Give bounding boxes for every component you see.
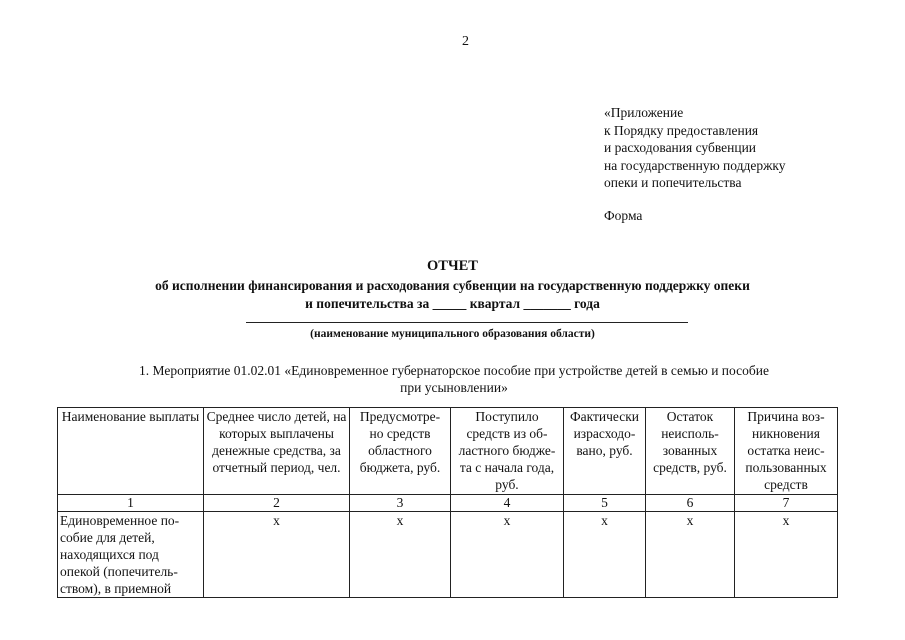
column-number: 5 xyxy=(564,495,646,512)
x-mark: x xyxy=(396,513,404,528)
header-balance-reason: Причина воз- никновения остатка неис- пользованных средств xyxy=(735,408,838,495)
page-number: 2 xyxy=(462,34,469,49)
report-subtitle-line2: и попечительства за _____ квартал _______ года xyxy=(305,296,600,311)
x-mark: x xyxy=(782,513,790,528)
measure-heading xyxy=(94,362,814,396)
column-number-row xyxy=(58,495,838,512)
column-number: 7 xyxy=(735,495,838,512)
appendix-line: и расходования субвенции xyxy=(604,140,757,155)
form-label: Форма xyxy=(604,208,643,223)
appendix-line: к Порядку предоставления xyxy=(604,122,759,138)
report-title: ОТЧЕТ xyxy=(427,258,478,274)
municipality-name-line xyxy=(246,322,688,323)
column-number: 1 xyxy=(58,495,204,512)
column-number: 2 xyxy=(204,495,350,512)
table-cell xyxy=(204,512,350,598)
appendix-line: «Приложение xyxy=(604,105,684,120)
report-subtitle-line1: об исполнении финансирования и расходования субвенции на государственную поддержку опеки xyxy=(155,278,750,293)
table-cell xyxy=(564,512,646,598)
report-table xyxy=(57,407,838,598)
x-mark: x xyxy=(503,513,511,528)
table-cell xyxy=(451,512,564,598)
column-number: 4 xyxy=(451,495,564,512)
header-received-funds: Поступило средств из об- ластного бюдже- та с начала года, руб. xyxy=(451,408,564,495)
table-cell xyxy=(350,512,451,598)
measure-line1: 1. Мероприятие 01.02.01 «Единовременное губернаторское пособие при устройстве детей в семью и пособие xyxy=(139,363,769,378)
header-children-count: Среднее число детей, на которых выплачены денежные средства, за отчетный период, чел. xyxy=(204,408,350,495)
municipality-caption: (наименование муниципального образования области) xyxy=(310,328,595,340)
x-mark: x xyxy=(686,513,694,528)
column-number: 3 xyxy=(350,495,451,512)
table-header-row xyxy=(58,408,838,495)
x-mark: x xyxy=(273,513,280,528)
appendix-line: опеки и попечительства xyxy=(604,175,742,190)
header-actual-spent: Фактически израсходо- вано, руб. xyxy=(564,408,646,495)
row-payment-name: Единовременное по- собие для детей, находящихся под опекой (попечитель- ством), в приемной xyxy=(58,512,204,598)
table-cell xyxy=(735,512,838,598)
table-row xyxy=(58,512,838,598)
column-number: 6 xyxy=(646,495,735,512)
x-mark: x xyxy=(601,513,608,528)
appendix-line: на государственную поддержку xyxy=(604,157,786,173)
appendix-note xyxy=(604,104,786,192)
table-cell xyxy=(646,512,735,598)
header-planned-funds: Предусмотре- но средств областного бюджета, руб. xyxy=(350,408,451,495)
header-unused-balance: Остаток неисполь- зованных средств, руб. xyxy=(646,408,735,495)
header-payment-name: Наименование выплаты xyxy=(58,408,204,495)
measure-line2: при усыновлении» xyxy=(400,380,508,395)
